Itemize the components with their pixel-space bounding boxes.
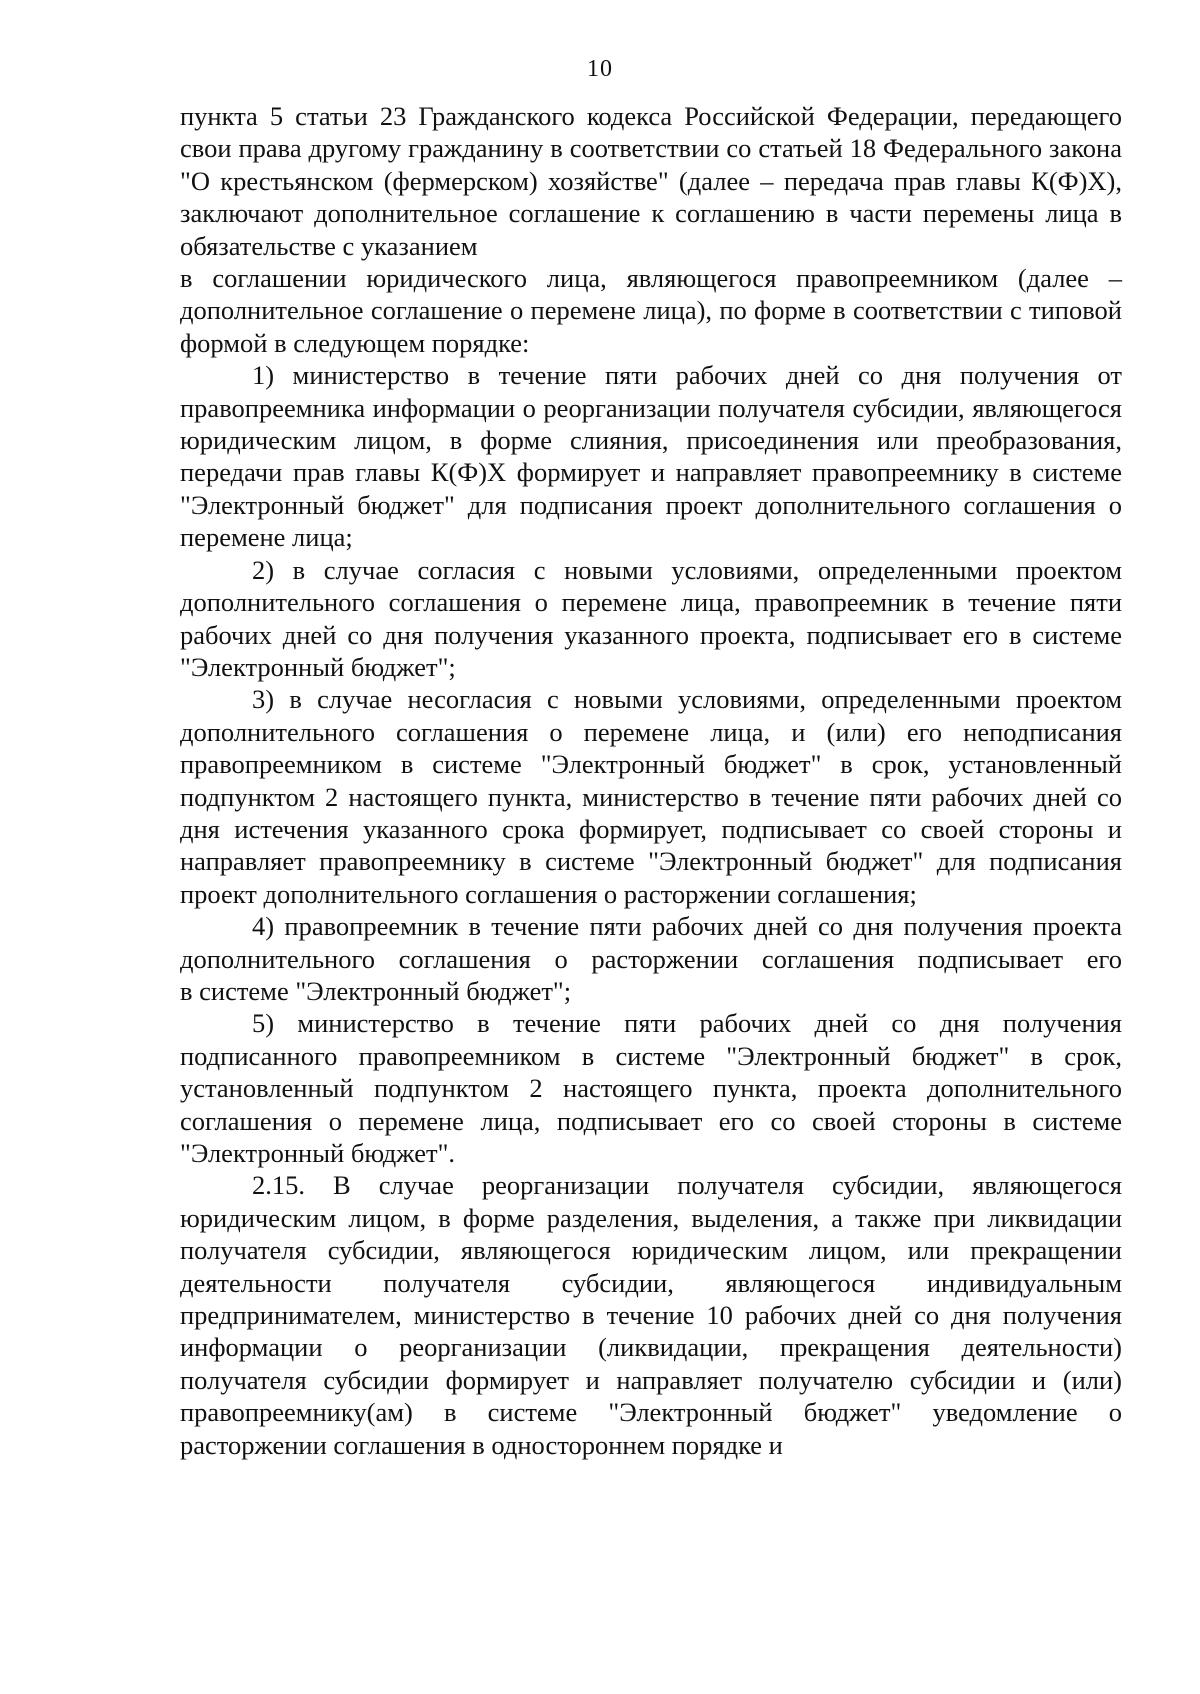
paragraph-agreement-order: в соглашении юридического лица, являющегося правопреемником (далее – дополнительное соглашение о перемене лица), по форме в соответствии с типовой формой в следующем порядке: bbox=[180, 263, 1122, 358]
page-number: 10 bbox=[587, 56, 613, 82]
paragraph-2-15: 2.15. В случае реорганизации получателя субсидии, являющегося юридическим лицом, в форме разделения, выделения, а также при ликвидации получателя субсидии, являющегося юридическим лицом, или прекращении деятельности получателя субсидии, являющегося индивидуальным предпринимателем, министерство в течение 10 рабочих дней со дня получения информации о реорганизации (ликвидации, прекращения деятельности) получателя субсидии формирует и направляет получателю субсидии и (или) правопреемнику(ам) в системе "Электронный бюджет" уведомление о расторжении соглашения в одностороннем порядке и bbox=[180, 1170, 1122, 1460]
paragraph-item-4: 4) правопреемник в течение пяти рабочих дней со дня получения проекта дополнительного соглашения о расторжении соглашения подписывает его bbox=[180, 911, 1122, 974]
paragraph-item-2: 2) в случае согласия с новыми условиями, определенными проектом дополнительного соглашения о перемене лица, правопреемник в течение пяти рабочих дней со дня получения указанного проекта, подписывает его в системе "Электронный бюджет"; bbox=[180, 554, 1122, 682]
paragraph-item-1: 1) министерство в течение пяти рабочих дней со дня получения от правопреемника информации о реорганизации получателя субсидии, являющегося юридическим лицом, в форме слияния, присоединения или преобразования, передачи прав главы К(Ф)Х формирует и направляет правопреемнику в системе "Электронный бюджет" для подписания проект дополнительного соглашения о перемене лица; bbox=[180, 360, 1122, 553]
paragraph-item-5: 5) министерство в течение пяти рабочих дней со дня получения подписанного правопреемником в системе "Электронный бюджет" в срок, установленный подпунктом 2 настоящего пункта, проекта дополнительного соглашения о перемене лица, подписывает его со своей стороны в системе "Электронный бюджет". bbox=[180, 1008, 1122, 1168]
paragraph-item-4-end: в системе "Электронный бюджет"; bbox=[180, 975, 572, 1006]
paragraph-continuation: пункта 5 статьи 23 Гражданского кодекса Российской Федерации, передающего свои права другому гражданину в соответствии со статьей 18 Федерального закона "О крестьянском (фермерском) хозяйстве" (далее – передача прав главы К(Ф)Х), заключают дополнительное соглашение к соглашению в части перемены лица в обязательстве с указанием bbox=[180, 101, 1122, 261]
document-body bbox=[180, 100, 1122, 1461]
paragraph-item-3: 3) в случае несогласия с новыми условиями, определенными проектом дополнительного соглашения о перемене лица, и (или) его неподписания правопреемником в системе "Электронный бюджет" в срок, установленный подпунктом 2 настоящего пункта, министерство в течение пяти рабочих дней со дня истечения указанного срока формирует, подписывает со своей стороны и направляет правопреемнику в системе "Электронный бюджет" для подписания проект дополнительного соглашения о расторжении соглашения; bbox=[180, 684, 1122, 909]
